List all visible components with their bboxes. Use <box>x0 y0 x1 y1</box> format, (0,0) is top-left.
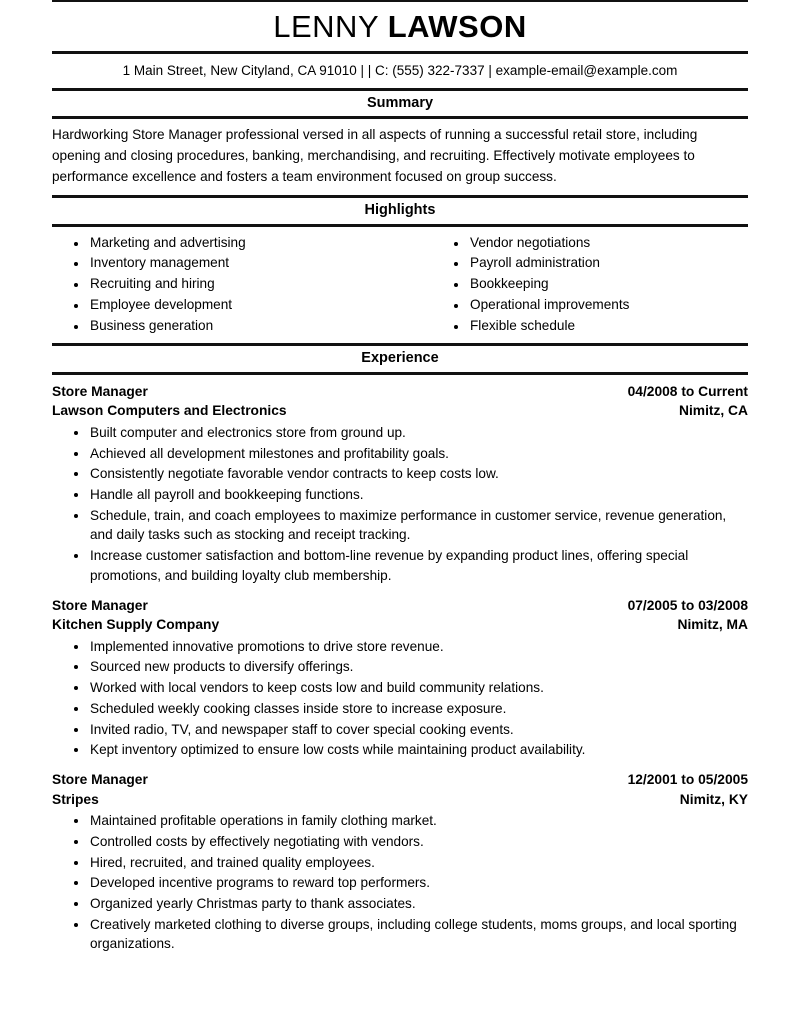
job-bullet-list <box>52 811 748 954</box>
job-bullet-text: Controlled costs by effectively negotiating with vendors. <box>90 833 424 849</box>
list-item <box>52 254 400 273</box>
first-name: LENNY <box>273 9 379 44</box>
job-bullet-text: Scheduled weekly cooking classes inside store to increase exposure. <box>90 700 507 716</box>
job-company-row <box>52 790 748 810</box>
job-bullet-text: Maintained profitable operations in family clothing market. <box>90 813 437 829</box>
section-heading-highlights: Highlights <box>364 202 436 219</box>
list-item <box>52 894 748 914</box>
list-item <box>52 915 748 954</box>
list-item <box>52 546 748 585</box>
job-bullet-text: Handle all payroll and bookkeeping functions. <box>90 487 364 503</box>
job-title-row <box>52 596 748 616</box>
highlight-label: Inventory management <box>90 255 230 271</box>
list-item <box>52 811 748 831</box>
job-company-row <box>52 615 748 635</box>
highlight-label: Recruiting and hiring <box>90 276 215 292</box>
highlight-label: Vendor negotiations <box>470 234 591 250</box>
job-dates: 12/2001 to 05/2005 <box>627 771 748 787</box>
job-bullet-text: Schedule, train, and coach employees to maximize performance in customer service, revenue generation, and daily tasks such as stocking and receipt tracking. <box>90 507 727 543</box>
job-company-row <box>52 401 748 421</box>
job-bullet-text: Kept inventory optimized to ensure low costs while maintaining product availability. <box>90 742 586 758</box>
name-header <box>52 2 748 51</box>
job-bullet-text: Sourced new products to diversify offerings. <box>90 659 354 675</box>
highlight-label: Payroll administration <box>470 255 600 271</box>
job-company: Lawson Computers and Electronics <box>52 403 287 419</box>
job-bullet-text: Worked with local vendors to keep costs low and build community relations. <box>90 680 544 696</box>
experience-entry <box>52 596 748 760</box>
experience-entry <box>52 770 748 954</box>
job-bullet-text: Hired, recruited, and trained quality employees. <box>90 854 375 870</box>
job-bullet-text: Built computer and electronics store from ground up. <box>90 424 406 440</box>
highlight-label: Flexible schedule <box>470 317 576 333</box>
job-dates: 07/2005 to 03/2008 <box>627 597 748 613</box>
list-item <box>52 657 748 677</box>
list-item <box>432 317 748 336</box>
contact-line: 1 Main Street, New Cityland, CA 91010 | | C: (555) 322-7337 | example-email@example.com <box>122 62 678 78</box>
job-title: Store Manager <box>52 597 148 613</box>
list-item <box>52 720 748 740</box>
job-bullet-text: Achieved all development milestones and profitability goals. <box>90 445 449 461</box>
highlight-label: Business generation <box>90 317 214 333</box>
highlight-label: Operational improvements <box>470 296 630 312</box>
list-item <box>52 464 748 484</box>
list-item <box>52 637 748 657</box>
job-company: Kitchen Supply Company <box>52 617 220 633</box>
job-bullet-text: Developed incentive programs to reward top performers. <box>90 875 431 891</box>
job-bullet-text: Creatively marketed clothing to diverse groups, including college students, moms groups, and local sporting organizations. <box>90 916 737 952</box>
list-item <box>432 296 748 315</box>
job-bullet-text: Increase customer satisfaction and bottom-line revenue by expanding product lines, offering special promotions, and building loyalty club membership. <box>90 548 689 583</box>
job-bullet-list <box>52 637 748 760</box>
job-location: Nimitz, KY <box>679 791 748 807</box>
list-item <box>432 234 748 253</box>
highlights-list-right <box>432 234 748 336</box>
last-name: LAWSON <box>387 9 527 44</box>
job-title-row <box>52 770 748 790</box>
highlight-label: Bookkeeping <box>470 276 549 292</box>
job-title: Store Manager <box>52 383 148 399</box>
highlights-columns <box>52 227 748 344</box>
job-location: Nimitz, MA <box>677 617 748 633</box>
job-bullet-text: Organized yearly Christmas party to thank associates. <box>90 895 416 911</box>
list-item <box>52 506 748 545</box>
job-location: Nimitz, CA <box>679 403 748 419</box>
resume-content-column <box>52 0 748 955</box>
list-item <box>432 254 748 273</box>
list-item <box>52 678 748 698</box>
highlights-list-left <box>52 234 400 336</box>
experience-entry <box>52 382 748 586</box>
list-item <box>52 485 748 505</box>
list-item <box>52 444 748 464</box>
job-company: Stripes <box>52 791 99 807</box>
job-bullet-text: Implemented innovative promotions to drive store revenue. <box>90 638 444 654</box>
job-bullet-text: Consistently negotiate favorable vendor contracts to keep costs low. <box>90 466 499 482</box>
full-name <box>52 10 748 45</box>
list-item <box>52 275 400 294</box>
highlights-column-right <box>400 234 748 338</box>
section-heading-experience: Experience <box>361 350 439 367</box>
list-item <box>52 296 400 315</box>
job-bullet-list <box>52 423 748 586</box>
job-bullet-text: Invited radio, TV, and newspaper staff to cover special cooking events. <box>90 721 514 737</box>
experience-list <box>52 375 748 954</box>
list-item <box>52 832 748 852</box>
highlight-label: Employee development <box>90 296 233 312</box>
list-item <box>432 275 748 294</box>
list-item <box>52 234 400 253</box>
summary-text: Hardworking Store Manager professional versed in all aspects of running a successful retail store, including opening and closing procedures, banking, merchandising, and recruiting. Effectively motivate employees to performance excellence and fosters a team environment focused on group success. <box>52 127 698 184</box>
list-item <box>52 423 748 443</box>
list-item <box>52 853 748 873</box>
list-item <box>52 873 748 893</box>
list-item <box>52 317 400 336</box>
list-item <box>52 699 748 719</box>
job-title: Store Manager <box>52 771 148 787</box>
highlight-label: Marketing and advertising <box>90 234 246 250</box>
section-heading-summary: Summary <box>366 94 434 111</box>
list-item <box>52 740 748 760</box>
highlights-column-left <box>52 234 400 338</box>
job-dates: 04/2008 to Current <box>627 383 748 399</box>
job-title-row <box>52 382 748 402</box>
